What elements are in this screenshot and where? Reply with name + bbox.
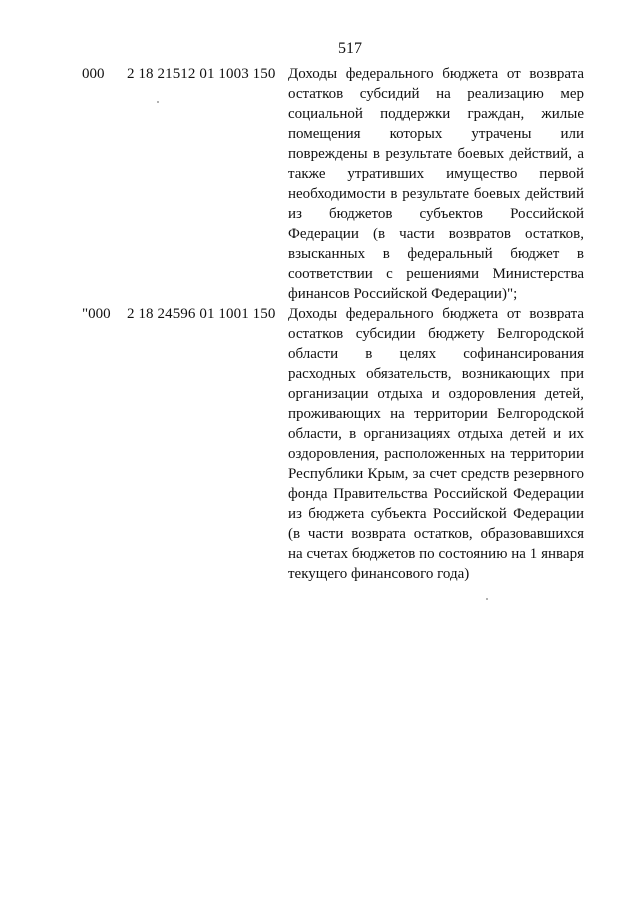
- admin-code: 000: [82, 66, 105, 82]
- entry-description: [288, 64, 584, 304]
- description-line: также утративших имущество первой: [288, 166, 584, 182]
- scan-speck: [157, 101, 159, 103]
- description-line: Федерации (в части возвратов остатков,: [288, 226, 584, 242]
- budget-classification-code: 2 18 24596 01 1001 150: [127, 306, 276, 322]
- description-line: финансов Российской Федерации)";: [288, 286, 518, 302]
- description-line: остатков субсидии бюджету Белгородской: [288, 326, 584, 342]
- description-line: на счетах бюджетов по состоянию на 1 января: [288, 546, 584, 562]
- description-line: остатков субсидий на реализацию мер: [288, 86, 584, 102]
- description-line: из бюджетов субъектов Российской: [288, 206, 584, 222]
- scan-speck: [486, 598, 488, 600]
- description-line: организации отдыха и оздоровления детей,: [288, 386, 584, 402]
- description-line: помещения которых утрачены или: [288, 126, 584, 142]
- description-line: соответствии с решениями Министерства: [288, 266, 584, 282]
- description-line: фонда Правительства Российской Федерации: [288, 486, 584, 502]
- description-line: проживающих на территории Белгородской: [288, 406, 584, 422]
- budget-classification-code: 2 18 21512 01 1003 150: [127, 66, 276, 82]
- entry-description: [288, 304, 584, 584]
- description-line: текущего финансового года): [288, 566, 470, 582]
- description-line: социальной поддержки граждан, жилые: [288, 106, 584, 122]
- description-line: из бюджета субъекта Российской Федерации: [288, 506, 584, 522]
- description-line: расходных обязательств, возникающих при: [288, 366, 584, 382]
- description-line: повреждены в результате боевых действий, а: [288, 146, 584, 162]
- description-line: оздоровления, расположенных на территории: [288, 446, 584, 462]
- description-line: Доходы федерального бюджета от возврата: [288, 306, 584, 322]
- description-line: взысканных в федеральный бюджет в: [288, 246, 584, 262]
- description-line: (в части возврата остатков, образовавшихся: [288, 526, 584, 542]
- description-line: области в целях софинансирования: [288, 346, 584, 362]
- description-line: необходимости в результате боевых действий: [288, 186, 584, 202]
- description-line: Республики Крым, за счет средств резервного: [288, 466, 584, 482]
- page-number: 517: [338, 40, 362, 57]
- description-line: области, в организациях отдыха детей и их: [288, 426, 584, 442]
- admin-code: "000: [82, 306, 111, 322]
- description-line: Доходы федерального бюджета от возврата: [288, 66, 584, 82]
